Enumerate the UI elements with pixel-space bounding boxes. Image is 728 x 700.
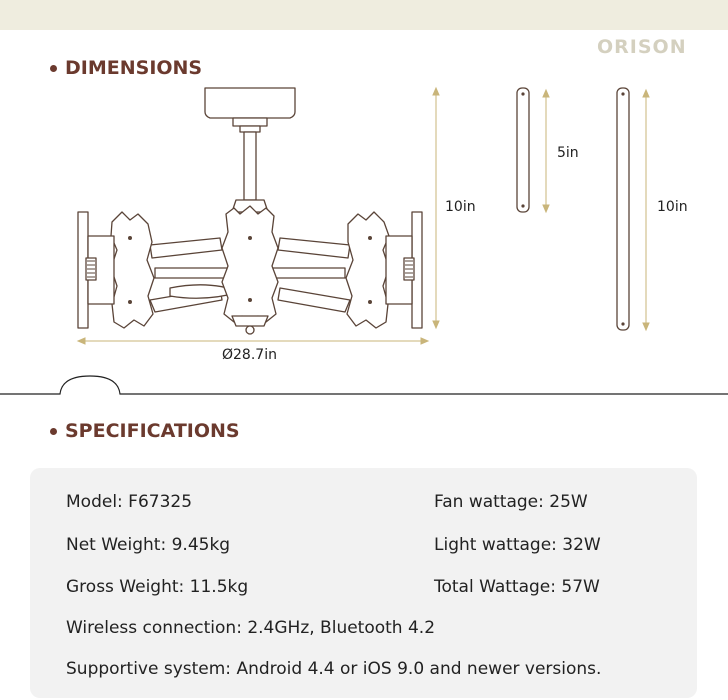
- fan-diameter-label: Ø28.7in: [222, 347, 277, 363]
- section-divider: [0, 368, 728, 398]
- fan-blade-right: [346, 212, 389, 328]
- spec-net-weight: Net Weight: 9.45kg: [66, 535, 231, 555]
- fan-dimension-drawing: [0, 60, 728, 370]
- spec-light-wattage: Light wattage: 32W: [434, 535, 601, 555]
- dimensions-title: DIMENSIONS: [65, 57, 203, 79]
- spec-model: Model: F67325: [66, 492, 193, 512]
- fan-height-label: 10in: [445, 199, 476, 215]
- spec-wireless: Wireless connection: 2.4GHz, Bluetooth 4.2: [66, 618, 436, 638]
- spec-total-wattage: Total Wattage: 57W: [434, 577, 600, 597]
- downrod-long: [617, 88, 629, 330]
- spec-gross-weight: Gross Weight: 11.5kg: [66, 577, 249, 597]
- long-rod-length-label: 10in: [657, 199, 688, 215]
- brand-logo: ORISON: [597, 36, 687, 58]
- downrod-short: [517, 88, 529, 212]
- specifications-heading: [50, 420, 240, 442]
- fan-blade-left: [111, 212, 154, 328]
- light-housing-left: [78, 212, 114, 328]
- fan-downrod: [244, 132, 256, 200]
- fan-blade-center: [222, 206, 278, 324]
- spec-system: Supportive system: Android 4.4 or iOS 9.0 and newer versions.: [66, 659, 602, 679]
- specifications-title: SPECIFICATIONS: [65, 420, 240, 442]
- light-housing-right: [386, 212, 422, 328]
- spec-fan-wattage: Fan wattage: 25W: [434, 492, 588, 512]
- top-band: [0, 0, 728, 30]
- ceiling-canopy: [205, 88, 295, 132]
- short-rod-length-label: 5in: [557, 145, 579, 161]
- bullet-icon: [50, 428, 57, 435]
